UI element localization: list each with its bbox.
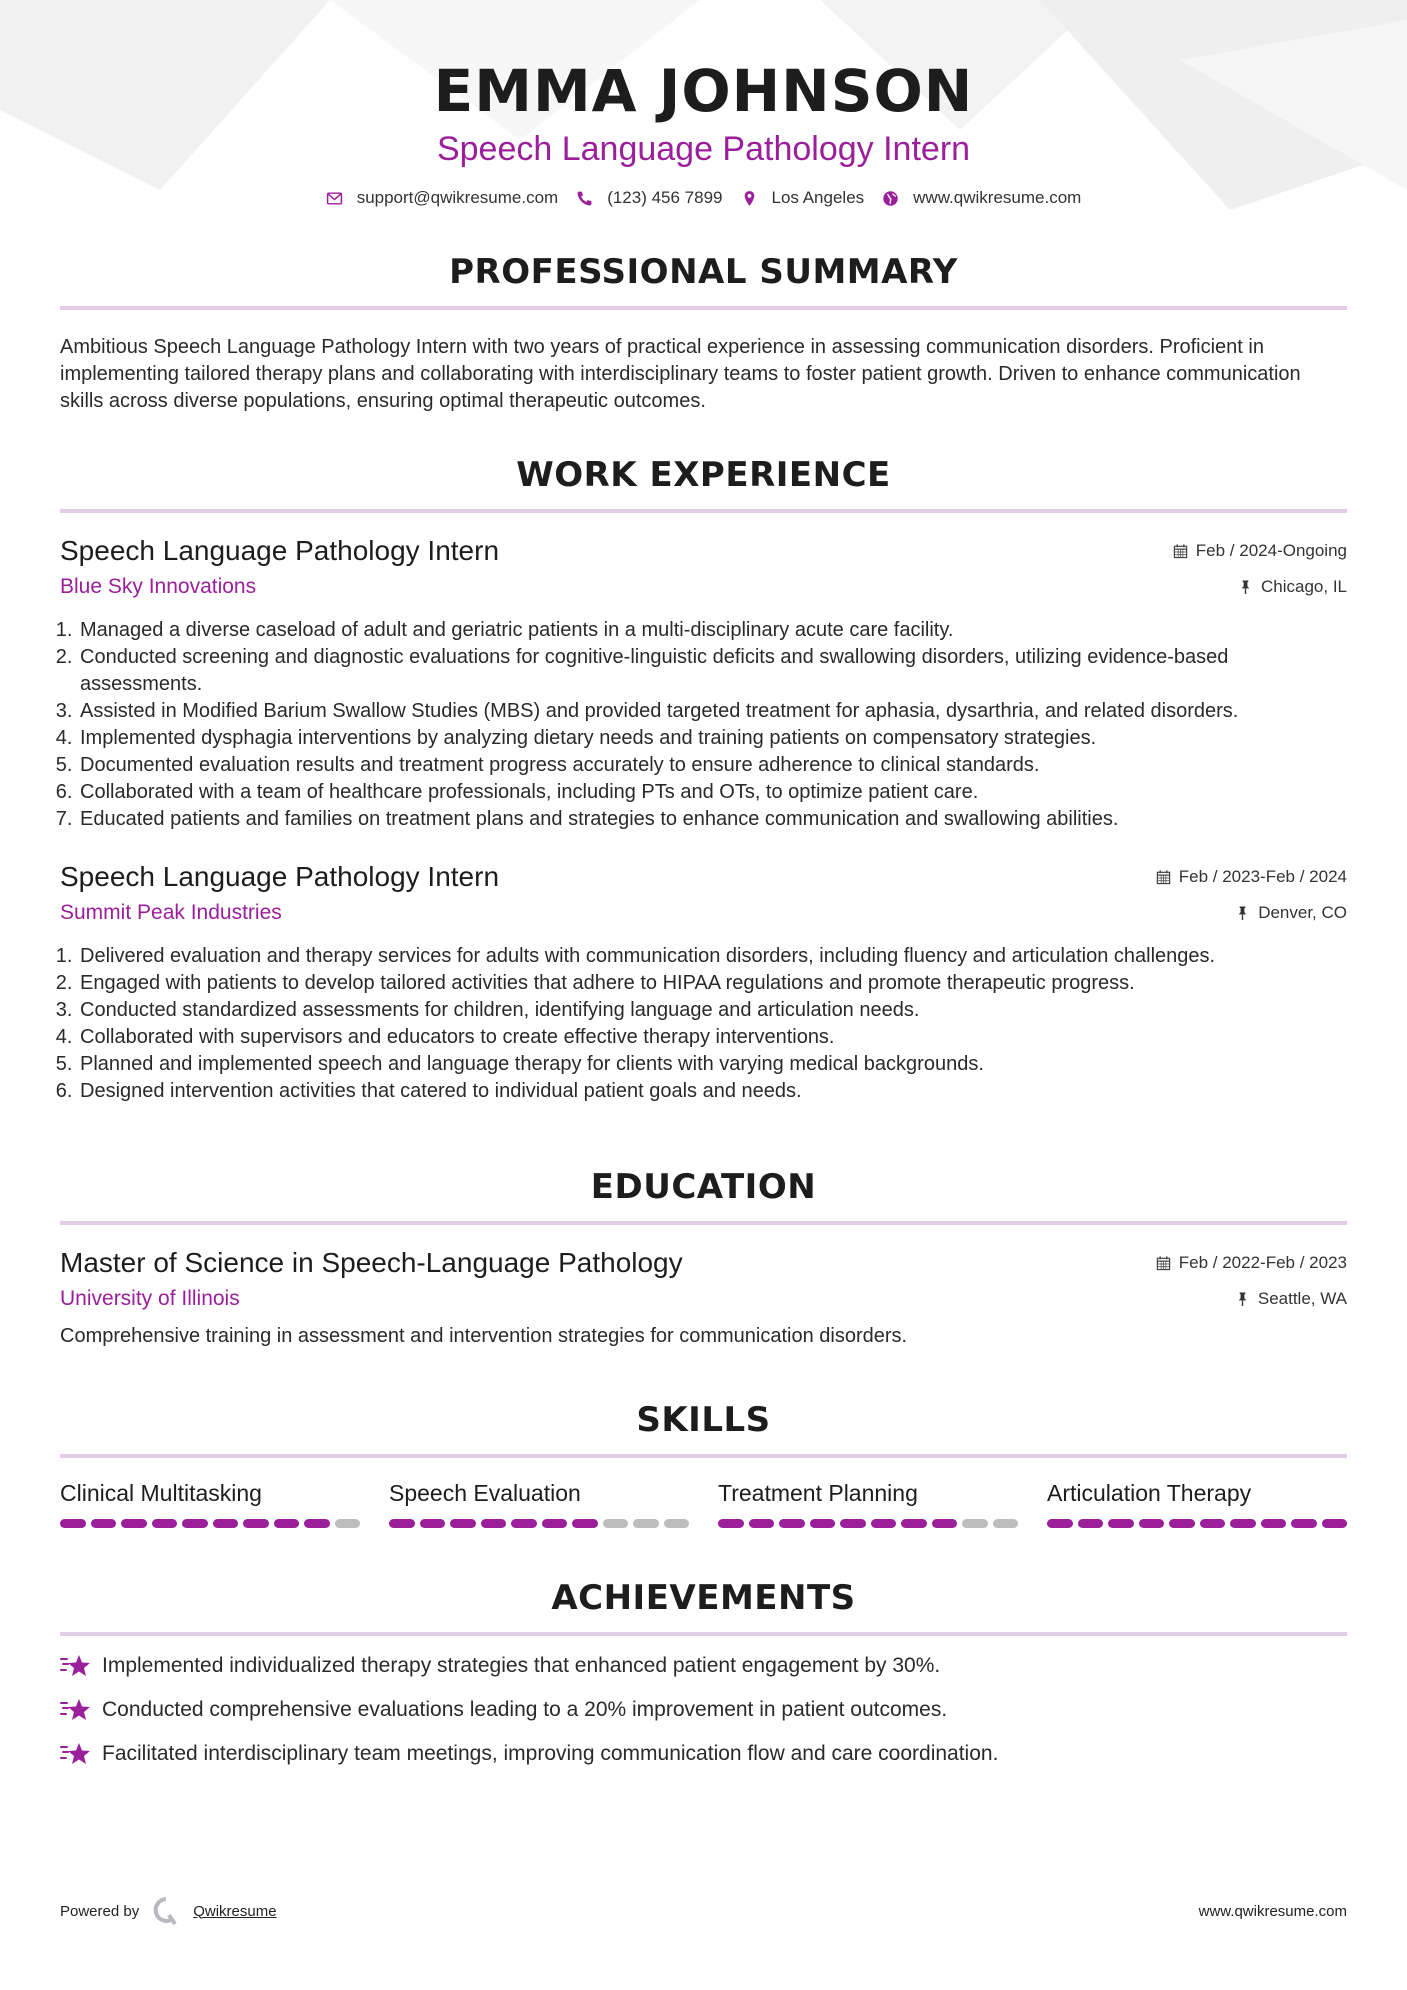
rating-dot-filled bbox=[718, 1519, 744, 1528]
contact-email[interactable] bbox=[326, 188, 559, 208]
bullet-item: 3. Conducted standardized assessments for children, identifying language and articulation needs. bbox=[78, 997, 1347, 1024]
rating-dot-filled bbox=[304, 1519, 330, 1528]
rating-dot-filled bbox=[932, 1519, 958, 1528]
rating-dot-filled bbox=[152, 1519, 178, 1528]
section-divider bbox=[60, 509, 1347, 513]
job-entry bbox=[60, 861, 1347, 1105]
rating-dot-filled bbox=[1047, 1519, 1073, 1528]
calendar-icon bbox=[1173, 543, 1188, 559]
rating-dot-filled bbox=[121, 1519, 147, 1528]
education-dates bbox=[1156, 1253, 1347, 1273]
skill-item bbox=[60, 1480, 360, 1528]
rating-dot-filled bbox=[389, 1519, 415, 1528]
section-heading-experience: WORK EXPERIENCE bbox=[516, 455, 891, 495]
bullet-item: 5. Documented evaluation results and treatment progress accurately to ensure adherence to clinical standards. bbox=[78, 752, 1347, 779]
rating-dot-filled bbox=[1139, 1519, 1165, 1528]
qwikresume-link[interactable]: Qwikresume bbox=[193, 1902, 277, 1920]
shooting-star-icon bbox=[60, 1652, 92, 1680]
contact-website[interactable] bbox=[882, 188, 1081, 208]
achievement-text: Conducted comprehensive evaluations leading to a 20% improvement in patient outcomes. bbox=[102, 1698, 948, 1721]
company-name: Blue Sky Innovations bbox=[60, 575, 257, 598]
job-bullets bbox=[60, 943, 1347, 1105]
degree-title: Master of Science in Speech-Language Pathology bbox=[60, 1247, 683, 1278]
rating-dot-filled bbox=[779, 1519, 805, 1528]
achievement-item bbox=[60, 1740, 1347, 1768]
bullet-item: 2. Engaged with patients to develop tailored activities that adhere to HIPAA regulations and promote therapeutic progress. bbox=[78, 970, 1347, 997]
candidate-title: Speech Language Pathology Intern bbox=[436, 130, 971, 168]
skill-name: Clinical Multitasking bbox=[60, 1480, 262, 1506]
job-location bbox=[1235, 903, 1347, 923]
rating-dot-filled bbox=[871, 1519, 897, 1528]
section-heading-summary: PROFESSIONAL SUMMARY bbox=[449, 252, 958, 292]
achievement-item bbox=[60, 1696, 1347, 1724]
company-name: Summit Peak Industries bbox=[60, 901, 282, 924]
skill-name: Treatment Planning bbox=[718, 1480, 918, 1506]
rating-dot-filled bbox=[182, 1519, 208, 1528]
dates-text: Feb / 2023-Feb / 2024 bbox=[1178, 867, 1347, 886]
rating-dot-empty bbox=[993, 1519, 1019, 1528]
achievement-text: Facilitated interdisciplinary team meetings, improving communication flow and care coordination. bbox=[102, 1742, 999, 1765]
pushpin-icon bbox=[1235, 905, 1250, 921]
dates-text: Feb / 2024-Ongoing bbox=[1195, 541, 1347, 560]
rating-dot-filled bbox=[213, 1519, 239, 1528]
location-text: Los Angeles bbox=[771, 188, 865, 207]
powered-by-label: Powered by bbox=[60, 1902, 140, 1920]
pushpin-icon bbox=[1235, 1291, 1250, 1307]
bullet-item: 5. Planned and implemented speech and language therapy for clients with varying medical backgrounds. bbox=[78, 1051, 1347, 1078]
shooting-star-icon bbox=[60, 1696, 92, 1724]
powered-by bbox=[60, 1896, 277, 1926]
rating-dot-filled bbox=[840, 1519, 866, 1528]
rating-dot-filled bbox=[60, 1519, 86, 1528]
bullet-item: 2. Conducted screening and diagnostic evaluations for cognitive-linguistic deficits and swallowing disorders, utilizing evidence-based assessments. bbox=[78, 644, 1347, 698]
skills-section bbox=[60, 1400, 1347, 1528]
skill-item bbox=[718, 1480, 1018, 1528]
bullet-item: 1. Delivered evaluation and therapy services for adults with communication disorders, including fluency and articulation challenges. bbox=[78, 943, 1347, 970]
rating-dot-empty bbox=[603, 1519, 629, 1528]
candidate-name: EMMA JOHNSON bbox=[433, 57, 974, 125]
rating-dot-empty bbox=[664, 1519, 690, 1528]
rating-dot-filled bbox=[1291, 1519, 1317, 1528]
rating-dot-filled bbox=[420, 1519, 446, 1528]
skill-rating bbox=[718, 1519, 1018, 1528]
skills-grid bbox=[60, 1480, 1347, 1528]
summary-section bbox=[60, 252, 1347, 415]
rating-dot-filled bbox=[1322, 1519, 1348, 1528]
skill-item bbox=[1047, 1480, 1347, 1528]
rating-dot-filled bbox=[1261, 1519, 1287, 1528]
website-text: www.qwikresume.com bbox=[913, 188, 1082, 207]
skill-name: Speech Evaluation bbox=[389, 1480, 581, 1506]
page-footer bbox=[60, 1896, 1347, 1926]
contact-location bbox=[741, 188, 865, 208]
rating-dot-filled bbox=[1108, 1519, 1134, 1528]
skill-rating bbox=[389, 1519, 689, 1528]
pushpin-icon bbox=[1238, 579, 1253, 595]
job-dates bbox=[1156, 867, 1347, 887]
rating-dot-filled bbox=[1078, 1519, 1104, 1528]
email-text: support@qwikresume.com bbox=[356, 188, 559, 207]
rating-dot-filled bbox=[901, 1519, 927, 1528]
section-divider bbox=[60, 1221, 1347, 1225]
resume-header bbox=[60, 0, 1347, 208]
rating-dot-empty bbox=[335, 1519, 361, 1528]
rating-dot-filled bbox=[1200, 1519, 1226, 1528]
education-location bbox=[1235, 1289, 1347, 1309]
rating-dot-filled bbox=[243, 1519, 269, 1528]
location-text: Chicago, IL bbox=[1261, 577, 1347, 596]
calendar-icon bbox=[1156, 1255, 1171, 1271]
section-divider bbox=[60, 1632, 1347, 1636]
rating-dot-empty bbox=[962, 1519, 988, 1528]
bullet-item: 3. Assisted in Modified Barium Swallow Studies (MBS) and provided targeted treatment for aphasia, dysarthria, and related disorders. bbox=[78, 698, 1347, 725]
dates-text: Feb / 2022-Feb / 2023 bbox=[1178, 1253, 1347, 1272]
rating-dot-filled bbox=[542, 1519, 568, 1528]
rating-dot-filled bbox=[810, 1519, 836, 1528]
rating-dot-filled bbox=[1230, 1519, 1256, 1528]
job-title: Speech Language Pathology Intern bbox=[60, 861, 500, 892]
bullet-item: 6. Designed intervention activities that catered to individual patient goals and needs. bbox=[78, 1078, 1347, 1105]
section-heading-achievements: ACHIEVEMENTS bbox=[551, 1578, 856, 1618]
rating-dot-filled bbox=[274, 1519, 300, 1528]
bullet-item: 1. Managed a diverse caseload of adult and geriatric patients in a multi-disciplinary acute care facility. bbox=[78, 617, 1347, 644]
section-divider bbox=[60, 306, 1347, 310]
skill-rating bbox=[60, 1519, 360, 1528]
summary-text: Ambitious Speech Language Pathology Intern with two years of practical experience in assessing communication disorders. Proficient in implementing tailored therapy plans and collaborating with interdisciplinary teams to foster patient growth. Driven to enhance communication skills across diverse populations, ensuring optimal therapeutic outcomes. bbox=[60, 336, 1301, 412]
school-name: University of Illinois bbox=[60, 1287, 240, 1310]
achievement-text: Implemented individualized therapy strategies that enhanced patient engagement by 30%. bbox=[102, 1654, 941, 1677]
bullet-item: 6. Collaborated with a team of healthcare professionals, including PTs and OTs, to optimize patient care. bbox=[78, 779, 1347, 806]
education-section bbox=[60, 1167, 1347, 1350]
rating-dot-filled bbox=[511, 1519, 537, 1528]
shooting-star-icon bbox=[60, 1740, 92, 1768]
globe-icon bbox=[882, 190, 899, 207]
rating-dot-empty bbox=[633, 1519, 659, 1528]
rating-dot-filled bbox=[749, 1519, 775, 1528]
phone-icon bbox=[576, 190, 593, 207]
bullet-item: 4. Implemented dysphagia interventions by analyzing dietary needs and training patients on compensatory strategies. bbox=[78, 725, 1347, 752]
achievement-item bbox=[60, 1652, 1347, 1680]
qwikresume-logo-icon bbox=[151, 1896, 181, 1926]
rating-dot-filled bbox=[450, 1519, 476, 1528]
bullet-item: 4. Collaborated with supervisors and educators to create effective therapy interventions. bbox=[78, 1024, 1347, 1051]
section-heading-skills: SKILLS bbox=[636, 1400, 771, 1440]
section-divider bbox=[60, 1454, 1347, 1458]
footer-website[interactable]: www.qwikresume.com bbox=[1198, 1902, 1347, 1920]
location-text: Denver, CO bbox=[1258, 903, 1347, 922]
rating-dot-filled bbox=[1169, 1519, 1195, 1528]
education-description: Comprehensive training in assessment and intervention strategies for communication disorders. bbox=[60, 1325, 908, 1347]
experience-section bbox=[60, 455, 1347, 1105]
contact-bar bbox=[60, 188, 1347, 208]
map-marker-icon bbox=[741, 190, 758, 207]
phone-text: (123) 456 7899 bbox=[607, 188, 723, 207]
skill-name: Articulation Therapy bbox=[1047, 1480, 1252, 1506]
calendar-icon bbox=[1156, 869, 1171, 885]
skill-item bbox=[389, 1480, 689, 1528]
job-entry bbox=[60, 535, 1347, 833]
rating-dot-filled bbox=[481, 1519, 507, 1528]
education-entry bbox=[60, 1247, 1347, 1350]
job-location bbox=[1238, 577, 1347, 597]
rating-dot-filled bbox=[91, 1519, 117, 1528]
location-text: Seattle, WA bbox=[1257, 1289, 1347, 1308]
bullet-item: 7. Educated patients and families on treatment plans and strategies to enhance communication and swallowing abilities. bbox=[78, 806, 1347, 833]
job-bullets bbox=[60, 617, 1347, 833]
section-heading-education: EDUCATION bbox=[590, 1167, 817, 1207]
job-dates bbox=[1173, 541, 1347, 561]
rating-dot-filled bbox=[572, 1519, 598, 1528]
envelope-icon bbox=[326, 190, 343, 207]
achievements-section bbox=[60, 1578, 1347, 1768]
job-title: Speech Language Pathology Intern bbox=[60, 535, 500, 566]
skill-rating bbox=[1047, 1519, 1347, 1528]
contact-phone[interactable] bbox=[576, 188, 722, 208]
